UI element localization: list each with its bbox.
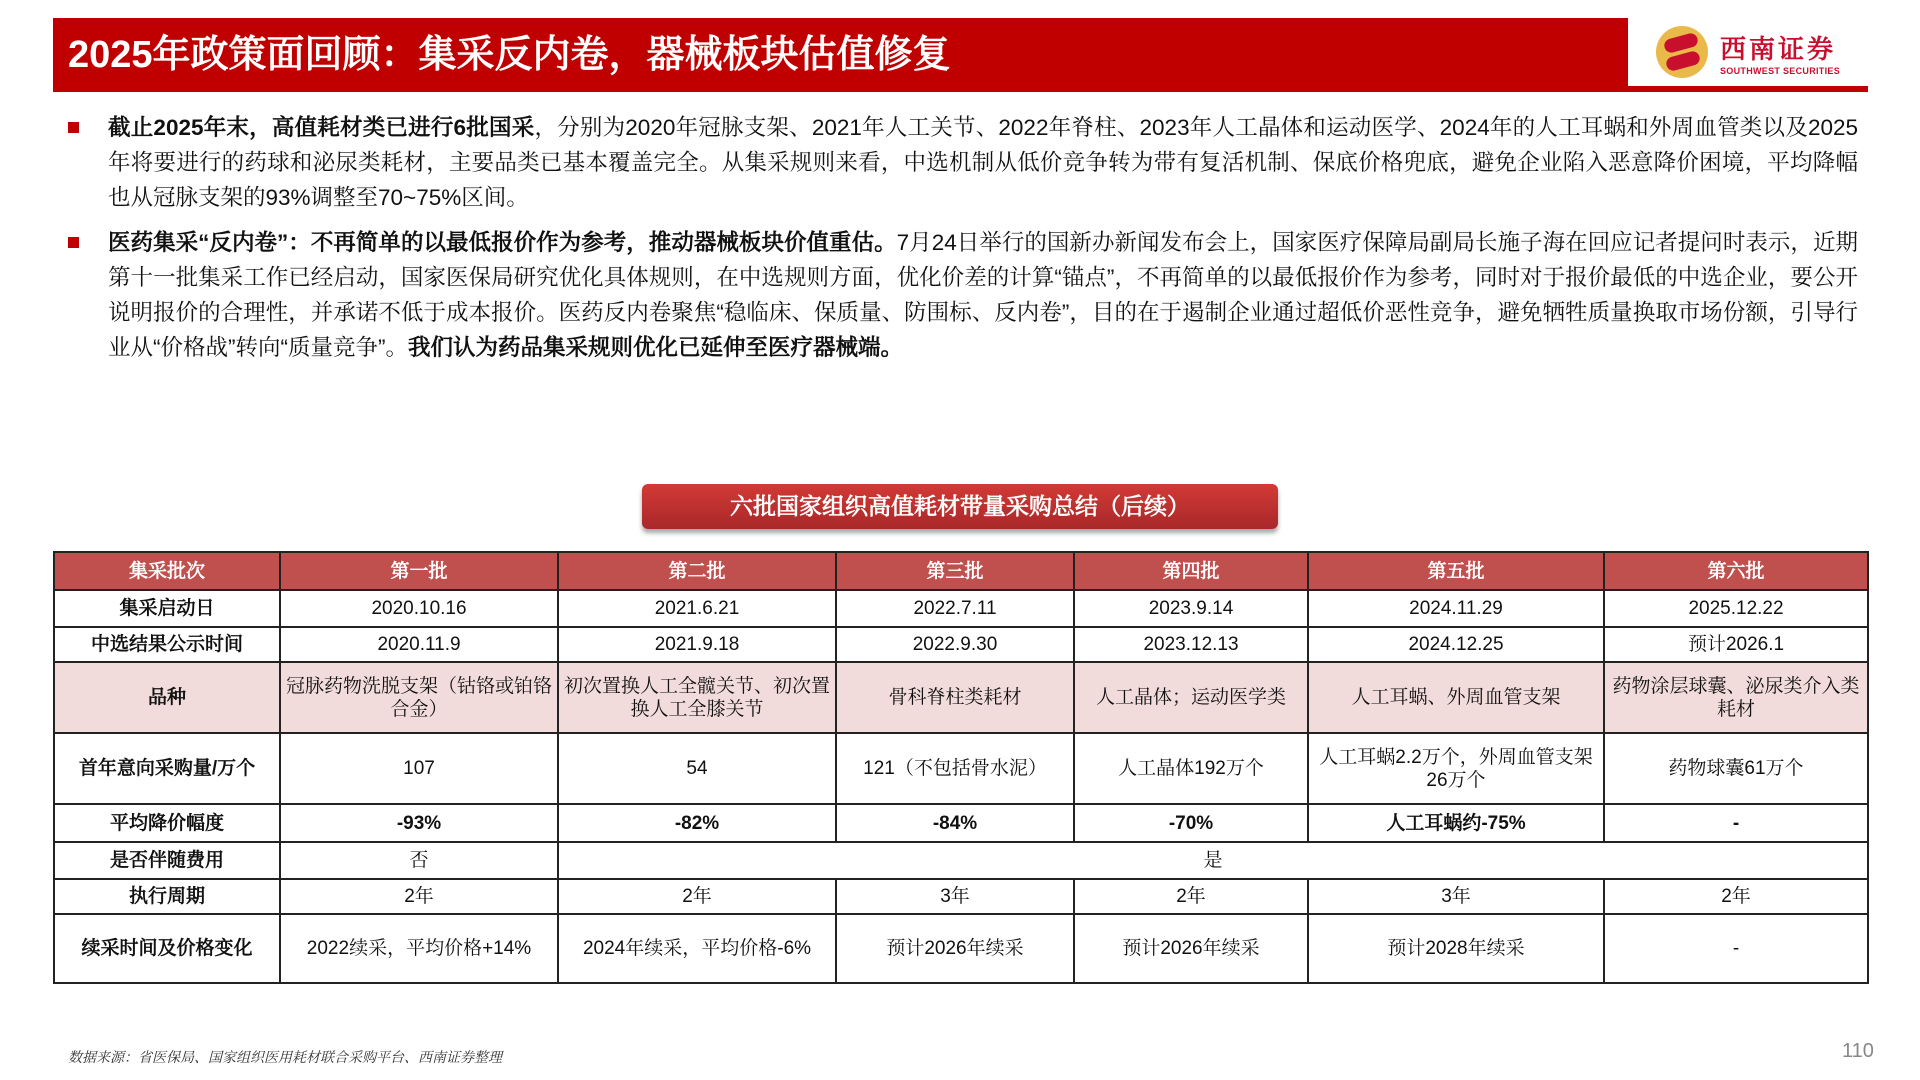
table-cell: 2024.11.29 bbox=[1308, 590, 1604, 627]
table-cell: 预计2026.1 bbox=[1604, 627, 1868, 662]
table-cell: 骨科脊柱类耗材 bbox=[836, 662, 1074, 733]
bullet-list bbox=[68, 110, 1858, 375]
row-header-cell: 平均降价幅度 bbox=[54, 804, 280, 842]
table-cell: -82% bbox=[558, 804, 836, 842]
table-cell: 人工晶体192万个 bbox=[1074, 733, 1308, 804]
table-cell: 人工晶体；运动医学类 bbox=[1074, 662, 1308, 733]
page-number: 110 bbox=[1842, 1040, 1874, 1062]
table-cell: 2023.12.13 bbox=[1074, 627, 1308, 662]
table-cell: 药物涂层球囊、泌尿类介入类耗材 bbox=[1604, 662, 1868, 733]
table-row bbox=[54, 804, 1868, 842]
table-cell: 121（不包括骨水泥） bbox=[836, 733, 1074, 804]
header-cell: 第五批 bbox=[1308, 552, 1604, 590]
bullet-bold: 截止2025年末，高值耗材类已进行6批国采 bbox=[108, 115, 535, 140]
table-cell: 2021.6.21 bbox=[558, 590, 836, 627]
table-cell: 2年 bbox=[1604, 879, 1868, 914]
bullet-square-icon bbox=[68, 237, 79, 248]
table-cell: 药物球囊61万个 bbox=[1604, 733, 1868, 804]
table-row bbox=[54, 627, 1868, 662]
table-cell: 初次置换人工全髋关节、初次置换人工全膝关节 bbox=[558, 662, 836, 733]
row-header-cell: 执行周期 bbox=[54, 879, 280, 914]
header-cell: 集采批次 bbox=[54, 552, 280, 590]
table-cell: - bbox=[1604, 804, 1868, 842]
bullet-item bbox=[68, 225, 1858, 365]
table-header-row bbox=[54, 552, 1868, 590]
table-cell: 2年 bbox=[280, 879, 558, 914]
table-cell: 2020.10.16 bbox=[280, 590, 558, 627]
table-cell: 2024年续采，平均价格-6% bbox=[558, 914, 836, 983]
table-row bbox=[54, 662, 1868, 733]
table-cell: 人工耳蜗约-75% bbox=[1308, 804, 1604, 842]
table-cell: 2年 bbox=[1074, 879, 1308, 914]
row-header-cell: 集采启动日 bbox=[54, 590, 280, 627]
title-underline bbox=[53, 86, 1868, 92]
table-cell: 人工耳蜗、外周血管支架 bbox=[1308, 662, 1604, 733]
logo-emblem-icon bbox=[1656, 26, 1708, 78]
table-row bbox=[54, 842, 1868, 879]
data-source-note: 数据来源：省医保局、国家组织医用耗材联合采购平台、西南证券整理 bbox=[68, 1050, 502, 1066]
header-cell: 第二批 bbox=[558, 552, 836, 590]
table-row bbox=[54, 733, 1868, 804]
bullet-bold: 医药集采“反内卷”：不再简单的以最低报价作为参考，推动器械板块价值重估。 bbox=[108, 230, 897, 255]
row-header-cell: 是否伴随费用 bbox=[54, 842, 280, 879]
table-cell: - bbox=[1604, 914, 1868, 983]
row-header-cell: 中选结果公示时间 bbox=[54, 627, 280, 662]
procurement-summary-table bbox=[53, 551, 1869, 984]
company-logo bbox=[1628, 18, 1868, 86]
table-cell: 2022.9.30 bbox=[836, 627, 1074, 662]
table-cell: 预计2026年续采 bbox=[1074, 914, 1308, 983]
header-cell: 第六批 bbox=[1604, 552, 1868, 590]
table-cell: 2020.11.9 bbox=[280, 627, 558, 662]
table-cell: -84% bbox=[836, 804, 1074, 842]
logo-name-en: SOUTHWEST SECURITIES bbox=[1720, 65, 1841, 76]
table-cell: 2年 bbox=[558, 879, 836, 914]
row-header-cell: 续采时间及价格变化 bbox=[54, 914, 280, 983]
table-cell: 3年 bbox=[1308, 879, 1604, 914]
header-cell: 第一批 bbox=[280, 552, 558, 590]
table-title-banner: 六批国家组织高值耗材带量采购总结（后续） bbox=[642, 484, 1278, 529]
table-cell: 预计2026年续采 bbox=[836, 914, 1074, 983]
table-cell: 2025.12.22 bbox=[1604, 590, 1868, 627]
logo-name-cn: 西南证券 bbox=[1720, 34, 1837, 65]
bullet-text: ，分别为2020年冠脉支架、2021年人工关节、2022年脊柱、2023年人工晶体和运动医学、2024年的人工耳蜗和外周血管类以及2025年将要进行的药球和泌尿类耗材，主要品类已基本覆盖完全。从集采规则来看，中选机制从低价竞争转为带有复活机制、保底价格兜底，避免企业陷入恶意降价困境，平均降幅也从冠脉支架的93%调整至70~75%区间。 bbox=[108, 115, 1858, 210]
table-cell: 是 bbox=[558, 842, 1868, 879]
table-cell: 54 bbox=[558, 733, 836, 804]
table-cell: 否 bbox=[280, 842, 558, 879]
bullet-square-icon bbox=[68, 122, 79, 133]
table-row bbox=[54, 914, 1868, 983]
table-cell: -70% bbox=[1074, 804, 1308, 842]
table-cell: 107 bbox=[280, 733, 558, 804]
row-header-cell: 首年意向采购量/万个 bbox=[54, 733, 280, 804]
bullet-item bbox=[68, 110, 1858, 215]
table-cell: 3年 bbox=[836, 879, 1074, 914]
table-cell: 预计2028年续采 bbox=[1308, 914, 1604, 983]
table-cell: 2021.9.18 bbox=[558, 627, 836, 662]
table-cell: -93% bbox=[280, 804, 558, 842]
table-cell: 人工耳蜗2.2万个，外周血管支架26万个 bbox=[1308, 733, 1604, 804]
row-header-cell: 品种 bbox=[54, 662, 280, 733]
header-cell: 第三批 bbox=[836, 552, 1074, 590]
table-cell: 2023.9.14 bbox=[1074, 590, 1308, 627]
bullet-conclusion: 我们认为药品集采规则优化已延伸至医疗器械端。 bbox=[407, 335, 903, 360]
table-cell: 2022.7.11 bbox=[836, 590, 1074, 627]
bullet-text: 7月24日举行的国新办新闻发布会上，国家医疗保障局副局长施子海在回应记者提问时表示，近期第十一批集采工作已经启动，国家医保局研究优化具体规则，在中选规则方面，优化价差的计算“锚点”，不再简单的以最低报价作为参考，同时对于报价最低的中选企业，要公开说明报价的合理性，并承诺不低于成本报价。医药反内卷聚焦“稳临床、保质量、防围标、反内卷”，目的在于遏制企业通过超低价恶性竞争，避免牺牲质量换取市场份额，引导行业从“价格战”转向“质量竞争”。 bbox=[108, 230, 1858, 360]
table-row bbox=[54, 590, 1868, 627]
table-cell: 2022续采，平均价格+14% bbox=[280, 914, 558, 983]
table-row bbox=[54, 879, 1868, 914]
page-title: 2025年政策面回顾：集采反内卷，器械板块估值修复 bbox=[53, 18, 1628, 92]
table-cell: 2024.12.25 bbox=[1308, 627, 1604, 662]
header-cell: 第四批 bbox=[1074, 552, 1308, 590]
table-cell: 冠脉药物洗脱支架（钴铬或铂铬合金） bbox=[280, 662, 558, 733]
